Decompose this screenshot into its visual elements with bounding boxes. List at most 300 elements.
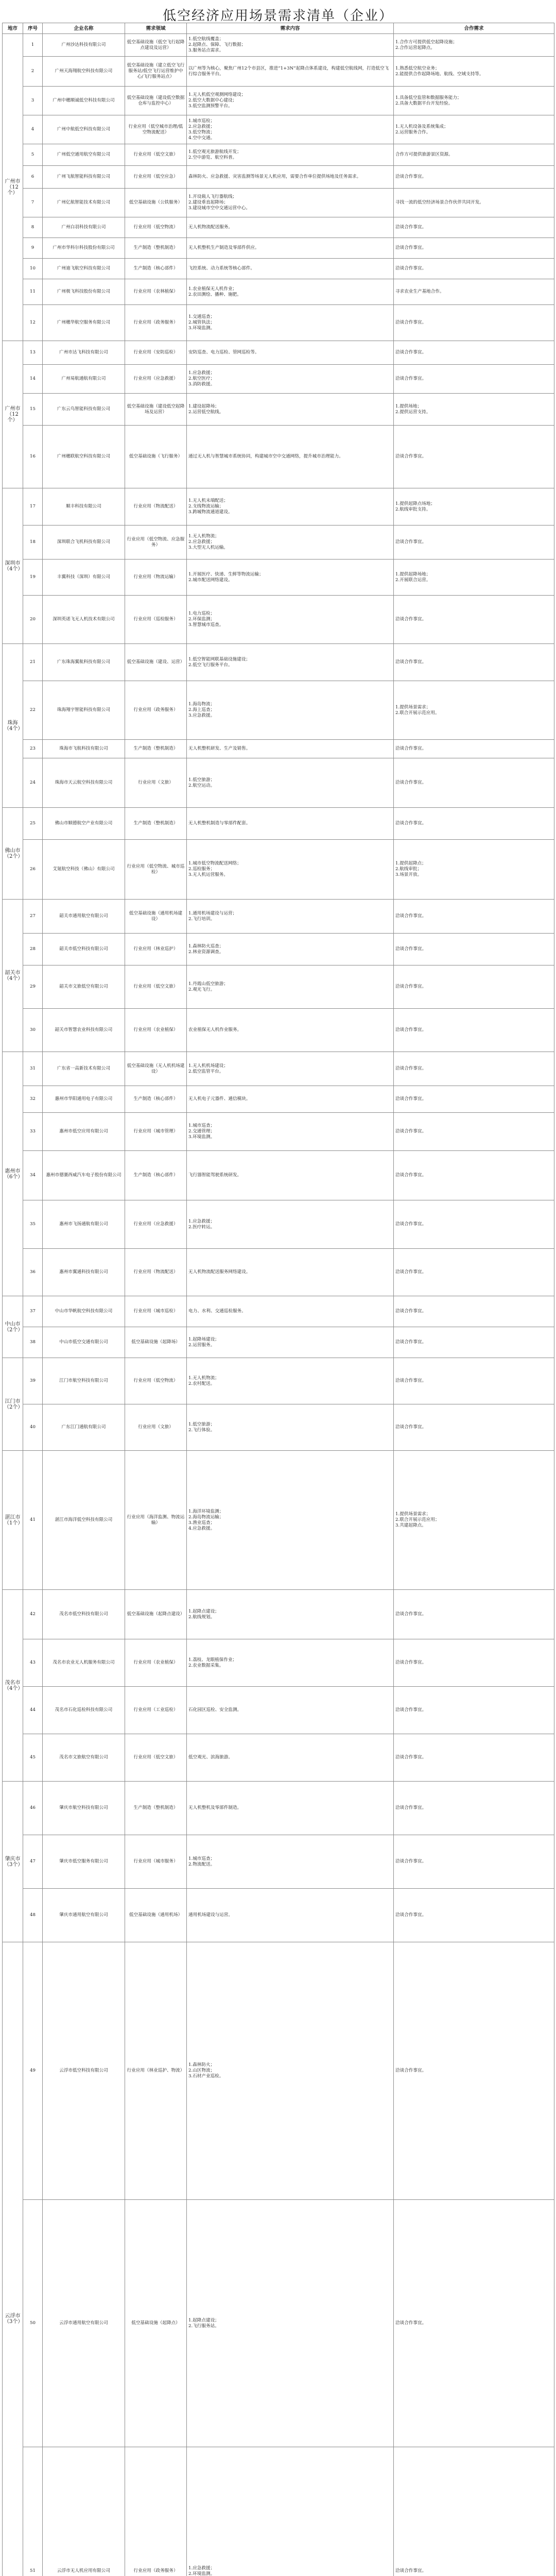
content-line: 无人机物流配送服务网络建设。 xyxy=(188,1269,251,1275)
row-number: 33 xyxy=(23,1113,43,1151)
cooperation-need xyxy=(394,305,554,341)
demand-field: 行业应用（低空物流） xyxy=(125,1358,187,1404)
demand-field: 行业应用（低空文旅） xyxy=(125,144,187,166)
content-line: 1.海洋环境监测； xyxy=(188,1509,224,1514)
cooperation-need xyxy=(394,681,554,740)
company-name: 广东省一高新技术有限公司 xyxy=(43,1052,125,1086)
table-row xyxy=(3,1200,554,1249)
coop-line: 洽谈合作事宜。 xyxy=(395,946,427,952)
demand-field: 低空基础设施（建设、运营） xyxy=(125,644,187,681)
row-number: 36 xyxy=(23,1249,43,1296)
content-line: 2.航线规划。 xyxy=(188,1614,215,1620)
row-number: 23 xyxy=(23,740,43,758)
row-number: 15 xyxy=(23,394,43,426)
content-line: 无人机整机及零部件制造。 xyxy=(188,1805,242,1810)
company-name: 丰翼科技（深圳）有限公司 xyxy=(43,560,125,596)
demand-content xyxy=(187,341,394,365)
row-number: 45 xyxy=(23,1734,43,1782)
company-name: 广州白羽科技有限公司 xyxy=(43,217,125,238)
content-line: 2.农田测绘、播种、施肥。 xyxy=(188,292,241,297)
content-line: 3.应急救援。 xyxy=(188,713,215,718)
demand-field: 行业应用（文旅） xyxy=(125,1404,187,1451)
demand-content xyxy=(187,1889,394,1942)
coop-line: 洽谈合作事宜。 xyxy=(395,1425,427,1430)
company-name: 肇庆市低空服务有限公司 xyxy=(43,1835,125,1889)
content-line: 1.低空观光旅游航线开发； xyxy=(188,149,241,155)
demand-field: 行业应用（农业植保） xyxy=(125,1639,187,1687)
row-number: 22 xyxy=(23,681,43,740)
company-name: 惠州市德赛西威汽车电子股份有限公司 xyxy=(43,1151,125,1200)
coop-line: 洽谈合作事宜。 xyxy=(395,350,427,355)
content-line: 无人机整机生产制造及零部件供应。 xyxy=(188,245,259,250)
content-line: 1.城市巡查； xyxy=(188,1123,215,1128)
row-number: 10 xyxy=(23,259,43,279)
demand-table xyxy=(2,23,554,2576)
demand-field: 低空基础设施（通用机场建设） xyxy=(125,900,187,934)
company-name: 珠海翔宇智能科技有限公司 xyxy=(43,681,125,740)
company-name: 广州穗联航空科技有限公司 xyxy=(43,426,125,488)
row-number: 35 xyxy=(23,1200,43,1249)
demand-content xyxy=(187,1327,394,1358)
row-number: 29 xyxy=(23,965,43,1009)
content-line: 通过无人机与智慧城市系统协同，构建城市空中交通网络，提升城市治理能力。 xyxy=(188,454,343,459)
content-line: 2.飞行体验。 xyxy=(188,1427,215,1433)
content-line: 1.起降场建设； xyxy=(188,1336,219,1342)
content-line: 1.应急救援； xyxy=(188,2565,215,2571)
content-line: 4.应急救援。 xyxy=(188,1526,215,1531)
demand-field: 行业应用（农业植保） xyxy=(125,1009,187,1052)
coop-line: 洽谈合作事宜。 xyxy=(395,539,427,545)
company-name: 韶关市低空科技有限公司 xyxy=(43,934,125,965)
content-line: 2.低空飞行服务平台。 xyxy=(188,662,233,668)
content-line: 1.丹霞山低空旅游； xyxy=(188,981,228,987)
cooperation-need xyxy=(394,365,554,394)
content-line: 2.环境监测。 xyxy=(188,2571,215,2576)
content-line: 1.城市低空物流配送网络； xyxy=(188,861,241,866)
content-line: 1.开展医疗、快递、生鲜等物流运输； xyxy=(188,571,264,577)
cooperation-need xyxy=(394,596,554,644)
company-name: 惠州市低空应用有限公司 xyxy=(43,1113,125,1151)
cooperation-need xyxy=(394,1639,554,1687)
content-line: 3.服务站点需求。 xyxy=(188,48,224,53)
coop-line: 2.开展联合运营。 xyxy=(395,577,431,583)
table-row xyxy=(3,34,554,57)
city-cell: 惠州市（6个） xyxy=(3,1052,23,1296)
coop-line: 2.具备大数据平台开发经验。 xyxy=(395,100,453,106)
demand-content xyxy=(187,1151,394,1200)
cooperation-need xyxy=(394,1200,554,1249)
coop-line: 1.提供起降点； xyxy=(395,861,426,866)
demand-field: 行业应用（物流配送） xyxy=(125,1249,187,1296)
coop-line: 洽谈合作事宜。 xyxy=(395,245,427,250)
cooperation-need xyxy=(394,1835,554,1889)
coop-line: 洽谈合作事宜。 xyxy=(395,376,427,381)
table-row xyxy=(3,740,554,758)
content-line: 3.智慧城市巡查。 xyxy=(188,622,224,628)
row-number: 39 xyxy=(23,1358,43,1404)
cooperation-need xyxy=(394,34,554,57)
company-name: 广州天海翔航空科技有限公司 xyxy=(43,57,125,87)
coop-line: 1.提供场景需求； xyxy=(395,704,431,710)
cooperation-need xyxy=(394,341,554,365)
content-line: 2.观光飞行。 xyxy=(188,987,215,992)
coop-line: 2.运营服务合作。 xyxy=(395,129,431,135)
cooperation-need xyxy=(394,1782,554,1835)
coop-line: 1.熟悉低空航空业务； xyxy=(395,65,440,71)
cooperation-need xyxy=(394,1052,554,1086)
demand-field: 行业应用（低空城市治理/低空物流配送） xyxy=(125,115,187,144)
cooperation-need xyxy=(394,1249,554,1296)
demand-content xyxy=(187,217,394,238)
content-line: 2.山区物流； xyxy=(188,2068,215,2073)
table-row xyxy=(3,144,554,166)
demand-field: 低空基础设施（建设低空起降场及运营） xyxy=(125,394,187,426)
city-cell: 广州市（12个） xyxy=(3,34,23,341)
cooperation-need xyxy=(394,1451,554,1590)
demand-field: 生产制造（核心部件） xyxy=(125,259,187,279)
company-name: 广州市华科尔科技股份有限公司 xyxy=(43,238,125,259)
row-number: 47 xyxy=(23,1835,43,1889)
company-name: 深圳联合飞机科技有限公司 xyxy=(43,526,125,560)
cooperation-need xyxy=(394,965,554,1009)
company-name: 广州极飞科技股份有限公司 xyxy=(43,279,125,305)
coop-line: 洽谈合作事宜。 xyxy=(395,984,427,989)
demand-field: 行业应用（政务服务） xyxy=(125,681,187,740)
content-line: 2.运营低空航线。 xyxy=(188,409,224,415)
coop-line: 洽谈合作事宜。 xyxy=(395,1173,427,1178)
company-name: 珠海市天云航空科技有限公司 xyxy=(43,758,125,808)
demand-field: 行业应用（低空应急） xyxy=(125,166,187,189)
table-row xyxy=(3,426,554,488)
table-body xyxy=(3,34,554,2576)
table-row xyxy=(3,1009,554,1052)
table-row xyxy=(3,1835,554,1889)
table-row xyxy=(3,57,554,87)
content-line: 以广州等为核心，聚焦广州12个市县区，推进“1+3N”起降点体系建设，构建低空航线网，打造低空飞行综合服务平台。 xyxy=(188,65,389,77)
demand-content xyxy=(187,1249,394,1296)
demand-content xyxy=(187,259,394,279)
content-line: 3.低空物流； xyxy=(188,129,215,135)
cooperation-need xyxy=(394,900,554,934)
coop-line: 洽谈合作事宜。 xyxy=(395,1027,427,1032)
coop-line: 2.联合开展示范应用。 xyxy=(395,710,440,716)
demand-field: 低空基础设施（无人机机场建设） xyxy=(125,1052,187,1086)
content-line: 1.农业植保无人机作业； xyxy=(188,286,237,292)
row-number: 21 xyxy=(23,644,43,681)
row-number: 32 xyxy=(23,1086,43,1113)
content-line: 3.建设城市空中交通运营中心。 xyxy=(188,206,250,211)
company-name: 中山市低空交通有限公司 xyxy=(43,1327,125,1358)
demand-content xyxy=(187,644,394,681)
city-cell: 佛山市（2个） xyxy=(3,808,23,900)
table-row xyxy=(3,1086,554,1113)
table-row xyxy=(3,596,554,644)
content-line: 4.空中交通。 xyxy=(188,135,215,141)
row-number: 37 xyxy=(23,1296,43,1327)
table-row xyxy=(3,644,554,681)
demand-field: 低空基础设施（低空飞行起降点建设及运营） xyxy=(125,34,187,57)
table-row xyxy=(3,1734,554,1782)
demand-content xyxy=(187,1404,394,1451)
demand-content xyxy=(187,144,394,166)
content-line: 1.城市巡查； xyxy=(188,1856,215,1861)
table-row xyxy=(3,1113,554,1151)
cooperation-need xyxy=(394,1358,554,1404)
demand-content xyxy=(187,1687,394,1734)
table-row xyxy=(3,279,554,305)
demand-field: 行业应用（林业巡护） xyxy=(125,934,187,965)
demand-content xyxy=(187,426,394,488)
content-line: 3.渔业巡查； xyxy=(188,1520,215,1526)
content-line: 无人机整机研发、生产及销售。 xyxy=(188,746,251,751)
cooperation-need xyxy=(394,1590,554,1639)
table-row xyxy=(3,259,554,279)
content-line: 2.支线物流运输； xyxy=(188,504,224,509)
cooperation-need xyxy=(394,189,554,217)
cooperation-need xyxy=(394,758,554,808)
row-number: 9 xyxy=(23,238,43,259)
company-name: 茂名市石化巡检科技有限公司 xyxy=(43,1687,125,1734)
page-title: 低空经济应用场景需求清单（企业） xyxy=(162,8,393,24)
coop-line: 洽谈合作事宜。 xyxy=(395,913,427,919)
row-number: 18 xyxy=(23,526,43,560)
content-line: 低空观光、滨海旅游。 xyxy=(188,1755,233,1760)
table-row xyxy=(3,1687,554,1734)
company-name: 云浮市低空科技有限公司 xyxy=(43,1942,125,2200)
company-name: 惠州市翼通科技有限公司 xyxy=(43,1249,125,1296)
cooperation-need xyxy=(394,644,554,681)
row-number: 31 xyxy=(23,1052,43,1086)
demand-content xyxy=(187,900,394,934)
content-line: 1.电力巡检； xyxy=(188,611,215,616)
row-number: 49 xyxy=(23,1942,43,2200)
content-line: 2.农村配送。 xyxy=(188,1381,215,1386)
table-row xyxy=(3,166,554,189)
coop-line: 洽谈合作事宜。 xyxy=(395,320,427,325)
coop-line: 1.提供场景需求； xyxy=(395,1512,431,1517)
company-name: 江门市航空科技有限公司 xyxy=(43,1358,125,1404)
content-line: 3.大型无人机运输。 xyxy=(188,545,228,550)
company-name: 广州市达飞科技有限公司 xyxy=(43,341,125,365)
coop-line: 1.具备低空监管和数据服务能力； xyxy=(395,95,462,100)
coop-line: 洽谈合作事宜。 xyxy=(395,1707,427,1713)
header-coop: 合作需求 xyxy=(394,23,554,34)
row-number: 51 xyxy=(23,2447,43,2576)
demand-field: 生产制造（整机制造） xyxy=(125,740,187,758)
cooperation-need xyxy=(394,279,554,305)
coop-line: 1.提供起降场地； xyxy=(395,571,431,577)
coop-line: 洽谈合作事宜。 xyxy=(395,617,427,622)
row-number: 12 xyxy=(23,305,43,341)
company-name: 云浮市无人机应用有限公司 xyxy=(43,2447,125,2576)
demand-field: 低空基础设施（起降点） xyxy=(125,2200,187,2447)
city-cell: 肇庆市（3个） xyxy=(3,1782,23,1942)
table-row xyxy=(3,341,554,365)
row-number: 27 xyxy=(23,900,43,934)
demand-field: 行业应用（低空物流、应急服务） xyxy=(125,526,187,560)
city-cell: 云浮市（3个） xyxy=(3,1942,23,2576)
table-row xyxy=(3,189,554,217)
cooperation-need xyxy=(394,840,554,900)
demand-field: 生产制造（核心部件） xyxy=(125,1086,187,1113)
coop-line: 3.场景开放。 xyxy=(395,872,422,877)
coop-line: 1.提供起降点场地； xyxy=(395,501,435,506)
table-row xyxy=(3,808,554,840)
row-number: 25 xyxy=(23,808,43,840)
company-name: 广东云鸟智能科技有限公司 xyxy=(43,394,125,426)
cooperation-need xyxy=(394,560,554,596)
city-cell: 韶关市（4个） xyxy=(3,900,23,1052)
company-name: 顺丰科技有限公司 xyxy=(43,488,125,526)
header-no: 序号 xyxy=(23,23,43,34)
demand-field: 行业应用（低空文旅） xyxy=(125,965,187,1009)
coop-line: 洽谈合作事宜。 xyxy=(395,1755,427,1760)
coop-line: 洽谈合作事宜。 xyxy=(395,780,427,785)
content-line: 无人机电子元器件、通信模块。 xyxy=(188,1096,251,1101)
company-name: 惠州市飞扬通航有限公司 xyxy=(43,1200,125,1249)
demand-field: 行业应用（低空物流、城市巡检） xyxy=(125,840,187,900)
table-row xyxy=(3,934,554,965)
table-row xyxy=(3,87,554,115)
content-line: 2.林业资源调查。 xyxy=(188,949,224,955)
demand-field: 低空基础设施（飞行服务） xyxy=(125,426,187,488)
row-number: 41 xyxy=(23,1451,43,1590)
company-name: 韶关市通用航空有限公司 xyxy=(43,900,125,934)
demand-field: 生产制造（整机制造） xyxy=(125,808,187,840)
content-line: 无人机整机制造与零部件配套。 xyxy=(188,821,251,826)
table-row xyxy=(3,488,554,526)
row-number: 4 xyxy=(23,115,43,144)
demand-content xyxy=(187,2447,394,2576)
content-line: 3.环境监测。 xyxy=(188,1134,215,1140)
city-cell: 江门市（2个） xyxy=(3,1358,23,1451)
content-line: 1.起降点建设； xyxy=(188,1608,219,1614)
coop-line: 洽谈合作事宜。 xyxy=(395,2068,427,2073)
row-number: 2 xyxy=(23,57,43,87)
coop-line: 2.航线审批支持。 xyxy=(395,506,431,512)
company-name: 广州亿航智能技术有限公司 xyxy=(43,189,125,217)
demand-content xyxy=(187,279,394,305)
content-line: 2.巡检服务； xyxy=(188,867,215,872)
cooperation-need xyxy=(394,934,554,965)
city-cell: 深圳市（4个） xyxy=(3,488,23,644)
header-city: 地市 xyxy=(3,23,23,34)
demand-field: 行业应用（城市管理） xyxy=(125,1113,187,1151)
coop-line: 1.无人机设备及系统集成； xyxy=(395,124,448,129)
cooperation-need xyxy=(394,1086,554,1113)
company-name: 广州中穗顺诚低空科技有限公司 xyxy=(43,87,125,115)
cooperation-need xyxy=(394,1687,554,1734)
demand-field: 行业应用（文旅） xyxy=(125,758,187,808)
coop-line: 1.合作方可提供低空起降设施； xyxy=(395,39,457,45)
coop-line: 洽谈合作事宜。 xyxy=(395,174,427,179)
demand-content xyxy=(187,238,394,259)
demand-content xyxy=(187,166,394,189)
company-name: 广州迪飞航空科技有限公司 xyxy=(43,259,125,279)
cooperation-need xyxy=(394,1151,554,1200)
table-row xyxy=(3,1590,554,1639)
demand-field: 行业应用（巡检服务） xyxy=(125,596,187,644)
demand-content xyxy=(187,1113,394,1151)
coop-line: 洽谈合作事宜。 xyxy=(395,454,427,459)
content-line: 电力、水利、交通巡检服务。 xyxy=(188,1309,246,1314)
coop-line: 洽谈合作事宜。 xyxy=(395,1066,427,1071)
content-line: 2.城市配送网络建设。 xyxy=(188,577,233,583)
cooperation-need xyxy=(394,394,554,426)
table-row xyxy=(3,1639,554,1687)
table-row xyxy=(3,238,554,259)
demand-field: 行业应用（林业巡护、物流） xyxy=(125,1942,187,2200)
cooperation-need xyxy=(394,115,554,144)
demand-field: 行业应用（政务服务） xyxy=(125,2447,187,2576)
row-number: 24 xyxy=(23,758,43,808)
demand-content xyxy=(187,1639,394,1687)
row-number: 13 xyxy=(23,341,43,365)
company-name: 肇庆市航空科技有限公司 xyxy=(43,1782,125,1835)
content-line: 1.低空旅游； xyxy=(188,777,215,783)
content-line: 2.环保监测； xyxy=(188,617,215,622)
content-line: 飞行器智能驾驶系统研发。 xyxy=(188,1173,242,1178)
content-line: 2.物流配送。 xyxy=(188,1861,215,1867)
coop-line: 洽谈合作事宜。 xyxy=(395,225,427,230)
table-row xyxy=(3,1296,554,1327)
row-number: 28 xyxy=(23,934,43,965)
content-line: 2.交通管理； xyxy=(188,1129,215,1134)
content-line: 3.无人机运营服务。 xyxy=(188,872,228,877)
demand-field: 生产制造（核心部件） xyxy=(125,1151,187,1200)
row-number: 19 xyxy=(23,560,43,596)
content-line: 2.飞行培训。 xyxy=(188,916,215,922)
company-name: 广州中航低空科技有限公司 xyxy=(43,115,125,144)
cooperation-need xyxy=(394,1296,554,1327)
company-name: 肇庆市通用航空有限公司 xyxy=(43,1889,125,1942)
demand-field: 低空基础设施（公铁服务） xyxy=(125,189,187,217)
table-row xyxy=(3,115,554,144)
demand-content xyxy=(187,1451,394,1590)
content-line: 3.跨城物流通道建设。 xyxy=(188,510,233,515)
row-number: 44 xyxy=(23,1687,43,1734)
content-line: 2.飞行服务站。 xyxy=(188,2323,219,2329)
header-company: 企业名称 xyxy=(43,23,125,34)
demand-field: 低空基础设施（起降场） xyxy=(125,1327,187,1358)
row-number: 6 xyxy=(23,166,43,189)
company-name: 湛江市海洋低空科技有限公司 xyxy=(43,1451,125,1590)
content-line: 1.无人机低空观测网络建设； xyxy=(188,92,246,97)
coop-line: 洽谈合作事宜。 xyxy=(395,1859,427,1864)
content-line: 3.低空监测预警平台。 xyxy=(188,104,233,109)
content-line: 2.应急救援； xyxy=(188,124,215,129)
demand-field: 生产制造（整机制造） xyxy=(125,1782,187,1835)
row-number: 48 xyxy=(23,1889,43,1942)
table-row xyxy=(3,965,554,1009)
company-name: 广州沙达科技有限公司 xyxy=(43,34,125,57)
demand-field: 行业应用（物流运输） xyxy=(125,560,187,596)
demand-content xyxy=(187,1009,394,1052)
city-cell: 湛江市（1个） xyxy=(3,1451,23,1590)
demand-content xyxy=(187,1086,394,1113)
coop-line: 洽谈合作事宜。 xyxy=(395,1378,427,1383)
demand-content xyxy=(187,305,394,341)
demand-content xyxy=(187,365,394,394)
content-line: 2.医疗转运。 xyxy=(188,1224,215,1230)
company-name: 广州易航通航有限公司 xyxy=(43,365,125,394)
content-line: 1.无人机机场建设； xyxy=(188,1063,228,1069)
company-name: 中山市华帆航空科技有限公司 xyxy=(43,1296,125,1327)
cooperation-need xyxy=(394,426,554,488)
header-field: 需求领域 xyxy=(125,23,187,34)
table-row xyxy=(3,1451,554,1590)
demand-field: 低空基础设施（起降点建设） xyxy=(125,1590,187,1639)
